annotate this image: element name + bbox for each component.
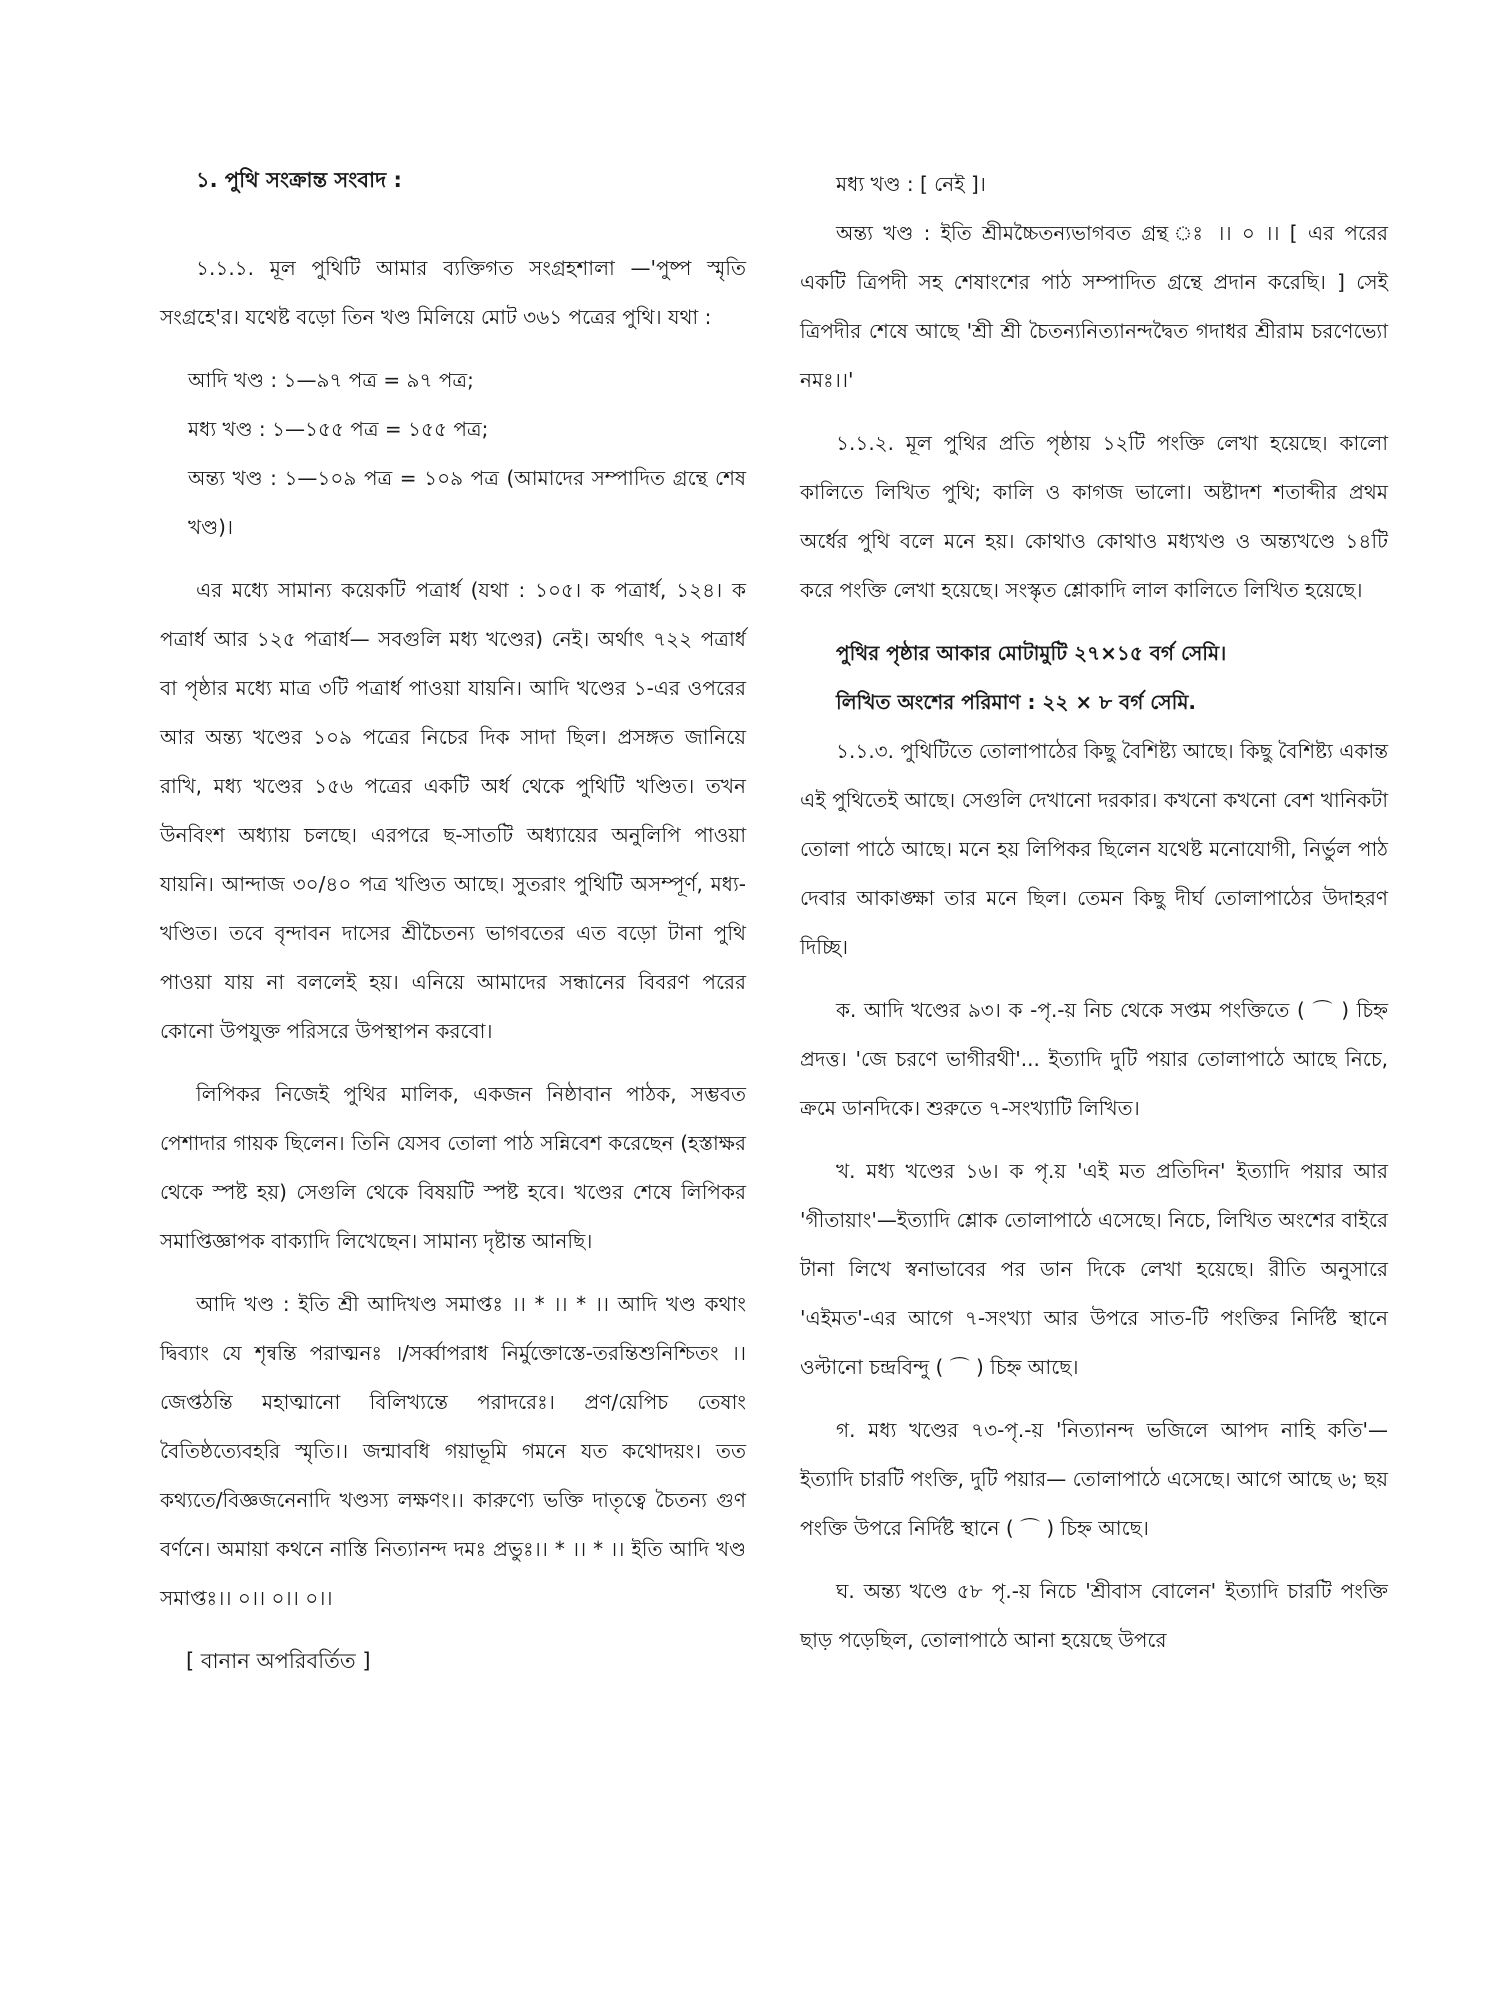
entry-antya-khanda: অন্ত্য খণ্ড : ১—১০৯ পত্র = ১০৯ পত্র (আমাদের সম্পাদিত গ্রন্থে শেষ খণ্ড)। — [188, 466, 746, 539]
spelling-note: [ বানান অপরিবর্তিত ] — [186, 1649, 371, 1673]
written-area-size: লিখিত অংশের পরিমাণ : ২২ × ৮ বর্গ সেমি. — [836, 690, 1197, 714]
paragraph-1-1-1: ১.১.১. মূল পুথিটি আমার ব্যক্তিগত সংগ্রহশালা —'পুষ্প স্মৃতি সংগ্রহে'র। যথেষ্ট বড়ো তিন খণ্ড মিলিয়ে মোট ৩৬১ পত্রের পুথি। যথা : — [160, 256, 746, 329]
left-column — [160, 160, 746, 1700]
right-column — [800, 160, 1388, 1679]
example-gha: ঘ. অন্ত্য খণ্ডে ৫৮ পৃ.-য় নিচে 'শ্রীবাস বোলেন' ইত্যাদি চারটি পংক্তি ছাড় পড়েছিল, তোলাপাঠে আনা হয়েছে উপরে — [800, 1579, 1388, 1652]
paragraph-antya-colophon: অন্ত্য খণ্ড : ইতি শ্রীমচ্চৈতন্যভাগবত গ্রন্থ ঃ ।। ০ ।। [ এর পরের একটি ত্রিপদী সহ শেষাংশের পাঠ সম্পাদিত গ্রন্থে প্রদান করেছি। ] সেই ত্রিপদীর শেষে আছে 'শ্রী শ্রী চৈতন্যনিত্যানন্দদ্বৈত গদাধর শ্রীরাম চরণেভ্যো নমঃ।।' — [800, 221, 1388, 392]
paragraph-scribe: লিপিকর নিজেই পুথির মালিক, একজন নিষ্ঠাবান পাঠক, সম্ভবত পেশাদার গায়ক ছিলেন। তিনি যেসব তোলা পাঠ সন্নিবেশ করেছেন (হস্তাক্ষর থেকে স্পষ্ট হয়) সেগুলি থেকে বিষয়টি স্পষ্ট হবে। খণ্ডের শেষে লিপিকর সমাপ্তিজ্ঞাপক বাক্যাদি লিখেছেন। সামান্য দৃষ্টান্ত আনছি। — [160, 1082, 746, 1253]
paragraph-missing-folios: এর মধ্যে সামান্য কয়েকটি পত্রার্ধ (যথা : ১০৫। ক পত্রার্ধ, ১২৪। ক পত্রার্ধ আর ১২৫ পত্রার্ধ— সবগুলি মধ্য খণ্ডের) নেই। অর্থাৎ ৭২২ পত্রার্ধ বা পৃষ্ঠার মধ্যে মাত্র ৩টি পত্রার্ধ পাওয়া যায়নি। আদি খণ্ডের ১-এর ওপরের আর অন্ত্য খণ্ডের ১০৯ পত্রের নিচের দিক সাদা ছিল। প্রসঙ্গত জানিয়ে রাখি, মধ্য খণ্ডের ১৫৬ পত্রের একটি অর্ধ থেকে পুথিটি খণ্ডিত। তখন উনবিংশ অধ্যায় চলছে। এরপরে ছ-সাতটি অধ্যায়ের অনুলিপি পাওয়া যায়নি। আন্দাজ ৩০/৪০ পত্র খণ্ডিত আছে। সুতরাং পুথিটি অসম্পূর্ণ, মধ্য-খণ্ডিত। তবে বৃন্দাবন দাসের শ্রীচৈতন্য ভাগবতের এত বড়ো টানা পুথি পাওয়া যায় না বললেই হয়। এনিয়ে আমাদের সন্ধানের বিবরণ পরের কোনো উপযুক্ত পরিসরে উপস্থাপন করবো। — [160, 578, 746, 1043]
paragraph-adi-colophon: আদি খণ্ড : ইতি শ্রী আদিখণ্ড সমাপ্তঃ ।। * ।। * ।। আদি খণ্ড কথাং দ্বিব্যাং যে শৃন্বন্তি পরাত্মনঃ ।/সর্ব্বাপরাধ নির্মুক্তোস্তে-তরন্তিশুনিশ্চিতং ।। জেপ্তঠন্তি মহাত্মানো বিলিখ্যন্তে পরাদরেঃ। প্রণ/য়েপিচ তেষাং বৈতিষ্ঠত্যেবহরি স্মৃতি।। জন্মাবধি গয়াভূমি গমনে যত কথোদয়ং। তত কথ্যতে/বিজ্ঞজনেনাদি খণ্ডস্য লক্ষণং।। কারুণ্যে ভক্তি দাতৃত্বে চৈতন্য গুণ বর্ণনে। অমায়া কথনে নাস্তি নিত্যানন্দ দমঃ প্রভুঃ।। * ।। * ।। ইতি আদি খণ্ড সমাপ্তঃ।। ০।। ০।। ০।। — [160, 1292, 746, 1610]
paragraph-1-1-3: ১.১.৩. পুথিটিতে তোলাপাঠের কিছু বৈশিষ্ট্য আছে। কিছু বৈশিষ্ট্য একান্ত এই পুথিতেই আছে। সেগুলি দেখানো দরকার। কখনো কখনো বেশ খানিকটা তোলা পাঠে আছে। মনে হয় লিপিকর ছিলেন যথেষ্ট মনোযোগী, নির্ভুল পাঠ দেবার আকাঙ্ক্ষা তার মনে ছিল। তেমন কিছু দীর্ঘ তোলাপাঠের উদাহরণ দিচ্ছি। — [800, 739, 1388, 959]
example-ka: ক. আদি খণ্ডের ৯৩। ক -পৃ.-য় নিচ থেকে সপ্তম পংক্তিতে ( ⌒ ) চিহ্ন প্রদত্ত। 'জে চরণে ভাগীরথী'... ইত্যাদি দুটি পয়ার তোলাপাঠে আছে নিচে, ক্রমে ডানদিকে। শুরুতে ৭-সংখ্যাটি লিখিত। — [800, 998, 1388, 1120]
entry-adi-khanda: আদি খণ্ড : ১—৯৭ পত্র = ৯৭ পত্র; — [188, 368, 474, 392]
example-ga: গ. মধ্য খণ্ডের ৭৩-পৃ.-য় 'নিত্যানন্দ ভজিলে আপদ নাহি কতি'— ইত্যাদি চারটি পংক্তি, দুটি পয়ার— তোলাপাঠে এসেছে। আগে আছে ৬; ছয় পংক্তি উপরে নির্দিষ্ট স্থানে ( ⌒ ) চিহ্ন আছে। — [800, 1418, 1388, 1540]
entry-madhya-khanda: মধ্য খণ্ড : ১—১৫৫ পত্র = ১৫৫ পত্র; — [188, 417, 489, 441]
entry-madhya-none: মধ্য খণ্ড : [ নেই ]। — [836, 172, 986, 196]
example-kha: খ. মধ্য খণ্ডের ১৬। ক পৃ.য় 'এই মত প্রতিদিন' ইত্যাদি পয়ার আর 'গীতায়াং'—ইত্যাদি শ্লোক তোলাপাঠে এসেছে। নিচে, লিখিত অংশের বাইরে টানা লিখে স্বনাভাবের পর ডান দিকে লেখা হয়েছে। রীতি অনুসারে 'এইমত'-এর আগে ৭-সংখ্যা আর উপরে সাত-টি পংক্তির নির্দিষ্ট স্থানে ওল্টানো চন্দ্রবিন্দু ( ⌒ ) চিহ্ন আছে। — [800, 1159, 1388, 1379]
section-heading: ১. পুথি সংক্রান্ত সংবাদ : — [196, 168, 402, 192]
page-size: পুথির পৃষ্ঠার আকার মোটামুটি ২৭×১৫ বর্গ সেমি। — [836, 641, 1227, 665]
paragraph-1-1-2: ১.১.২. মূল পুথির প্রতি পৃষ্ঠায় ১২টি পংক্তি লেখা হয়েছে। কালো কালিতে লিখিত পুথি; কালি ও কাগজ ভালো। অষ্টাদশ শতাব্দীর প্রথম অর্ধের পুথি বলে মনে হয়। কোথাও কোথাও মধ্যখণ্ড ও অন্ত্যখণ্ডে ১৪টি করে পংক্তি লেখা হয়েছে। সংস্কৃত শ্লোকাদি লাল কালিতে লিখিত হয়েছে। — [800, 431, 1388, 602]
